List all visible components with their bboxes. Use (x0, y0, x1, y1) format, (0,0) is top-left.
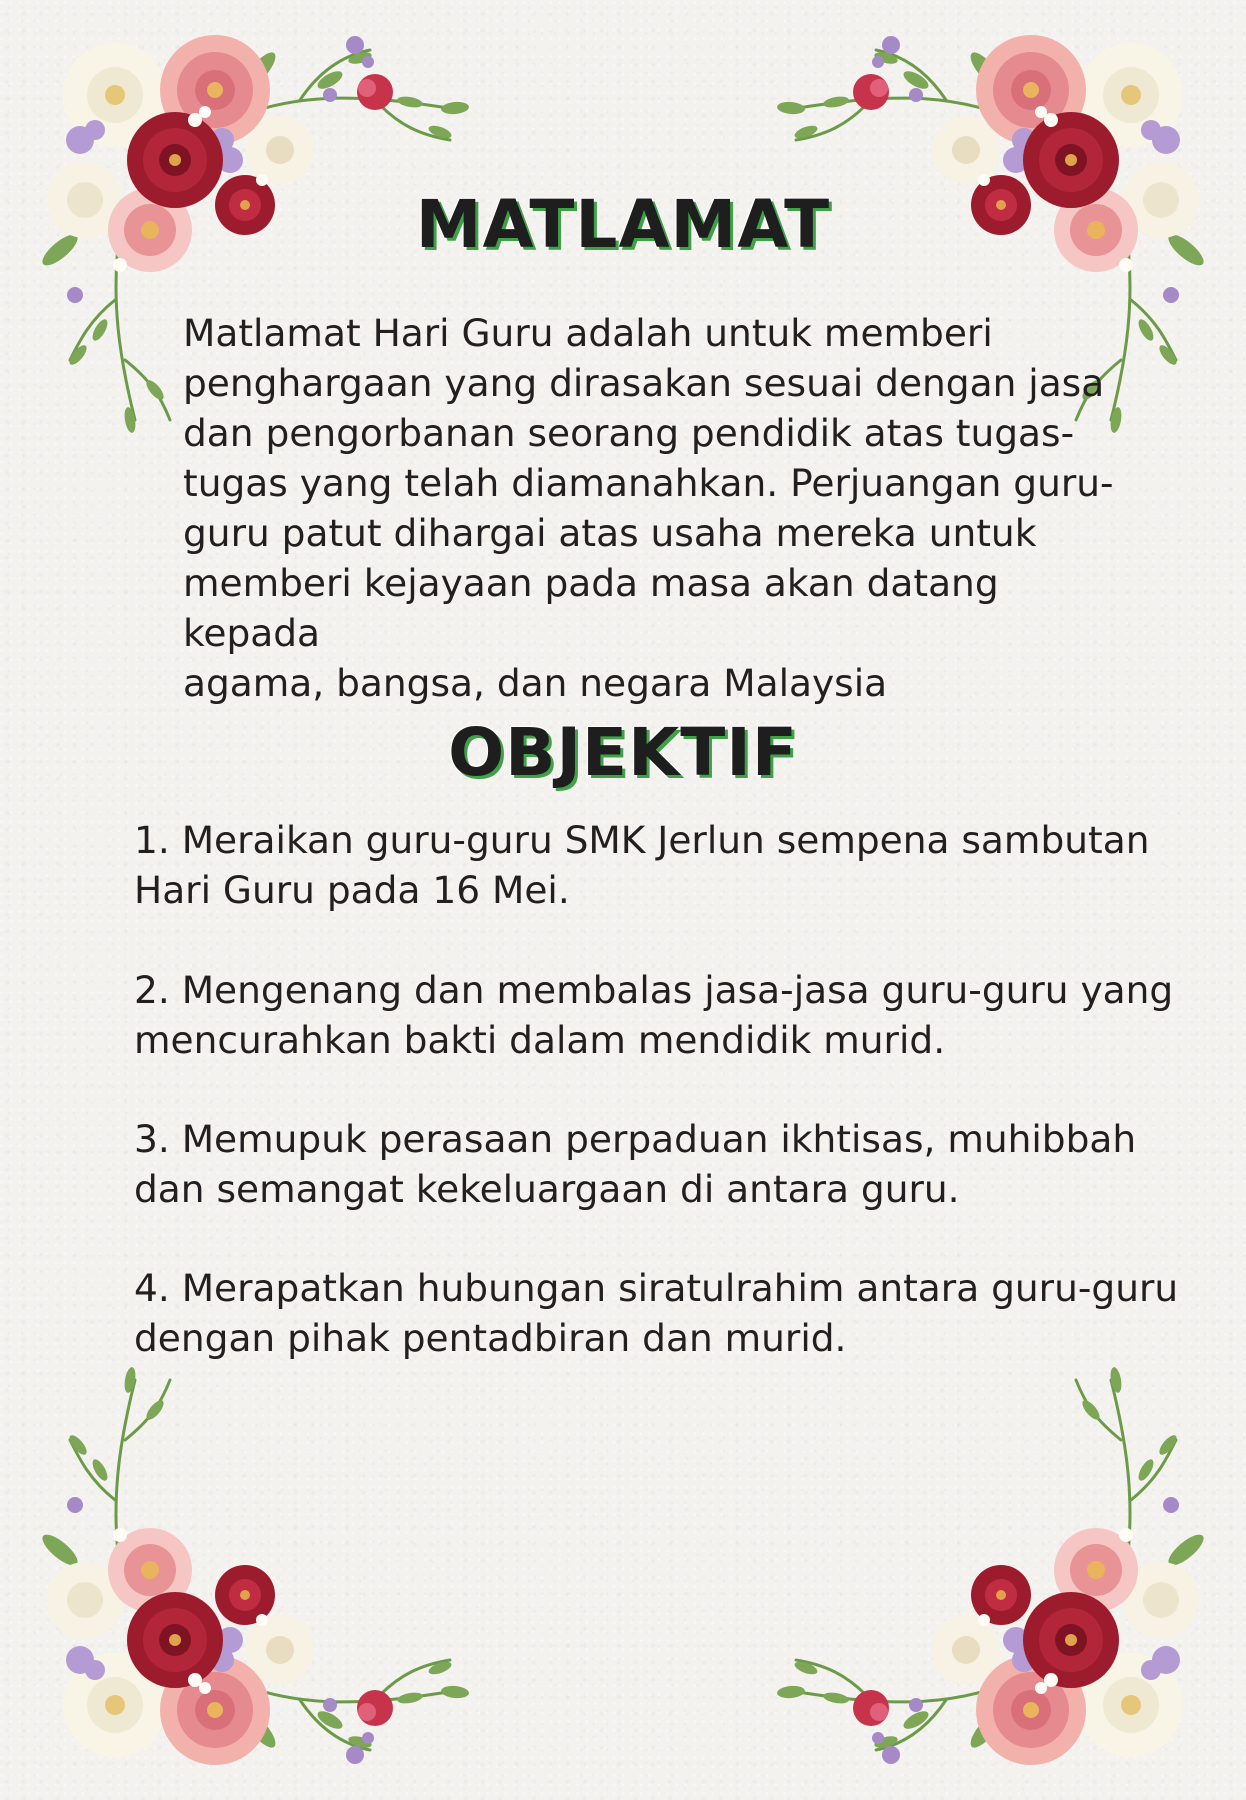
matlamat-heading: MATLAMAT (415, 186, 831, 263)
matlamat-line: memberi kejayaan pada masa akan datang kepada (183, 561, 999, 655)
matlamat-line: guru patut dihargai atas usaha mereka untuk (183, 511, 1037, 555)
matlamat-line: dan pengorbanan seorang pendidik atas tugas- (183, 411, 1075, 455)
objective-line: mencurahkan bakti dalam mendidik murid. (134, 1018, 946, 1062)
matlamat-paragraph (183, 308, 1133, 708)
matlamat-line: agama, bangsa, dan negara Malaysia (183, 661, 888, 705)
objective-line: 3. Memupuk perasaan perpaduan ikhtisas, muhibbah (134, 1117, 1137, 1161)
objective-line: 1. Meraikan guru-guru SMK Jerlun sempena sambutan (134, 818, 1150, 862)
objective-line: dengan pihak pentadbiran dan murid. (134, 1316, 847, 1360)
objektif-heading: OBJEKTIF (448, 714, 798, 791)
objective-item (134, 815, 1194, 915)
matlamat-line: Matlamat Hari Guru adalah untuk memberi (183, 311, 993, 355)
matlamat-line: tugas yang telah diamanahkan. Perjuangan guru- (183, 461, 1114, 505)
objective-item (134, 1114, 1194, 1214)
objective-line: dan semangat kekeluargaan di antara guru. (134, 1167, 960, 1211)
objective-item (134, 965, 1194, 1065)
matlamat-line: penghargaan yang dirasakan sesuai dengan jasa (183, 361, 1105, 405)
objective-line: 2. Mengenang dan membalas jasa-jasa guru-guru yang (134, 968, 1174, 1012)
objective-line: 4. Merapatkan hubungan siratulrahim antara guru-guru (134, 1266, 1179, 1310)
objective-item (134, 1263, 1194, 1363)
objective-line: Hari Guru pada 16 Mei. (134, 868, 570, 912)
